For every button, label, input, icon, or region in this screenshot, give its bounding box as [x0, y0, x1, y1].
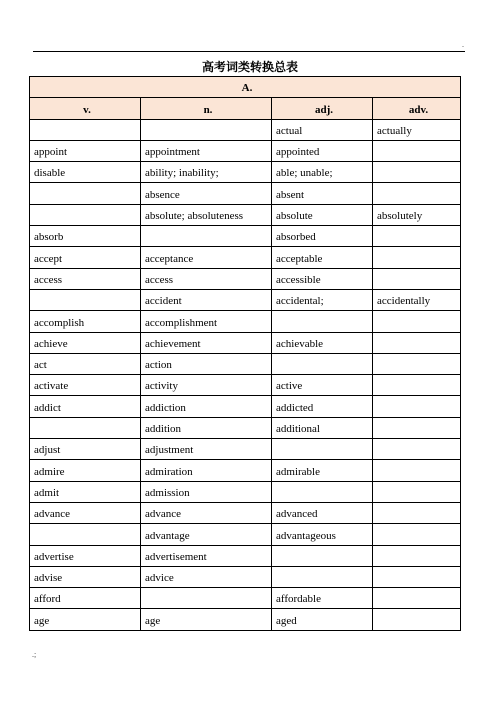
verb-cell: admire [30, 460, 141, 481]
adverb-cell [373, 502, 461, 523]
adjective-cell: accidental; [272, 289, 373, 310]
table-row [30, 609, 461, 630]
verb-cell: advertise [30, 545, 141, 566]
noun-cell: absolute; absoluteness [141, 204, 272, 225]
table-row [30, 524, 461, 545]
adjective-cell: actual [272, 119, 373, 140]
verb-cell: afford [30, 588, 141, 609]
adverb-cell [373, 417, 461, 438]
table-row [30, 140, 461, 161]
section-label: A. [30, 77, 461, 98]
table-row [30, 268, 461, 289]
verb-cell [30, 524, 141, 545]
adverb-cell [373, 524, 461, 545]
verb-cell: achieve [30, 332, 141, 353]
table-row [30, 566, 461, 587]
noun-cell: accomplishment [141, 311, 272, 332]
noun-cell: acceptance [141, 247, 272, 268]
adverb-cell: accidentally [373, 289, 461, 310]
table-row [30, 162, 461, 183]
adjective-cell: aged [272, 609, 373, 630]
verb-cell: advise [30, 566, 141, 587]
adjective-cell [272, 545, 373, 566]
verb-cell [30, 204, 141, 225]
section-row [30, 77, 461, 98]
noun-cell: action [141, 353, 272, 374]
adverb-cell [373, 460, 461, 481]
noun-cell: admission [141, 481, 272, 502]
adjective-cell: active [272, 375, 373, 396]
table-row [30, 481, 461, 502]
table-row [30, 460, 461, 481]
verb-cell: access [30, 268, 141, 289]
verb-cell: act [30, 353, 141, 374]
noun-cell: absence [141, 183, 272, 204]
noun-cell: achievement [141, 332, 272, 353]
noun-cell: ability; inability; [141, 162, 272, 183]
table-row [30, 226, 461, 247]
corner-mark-bottom: .; [32, 650, 37, 659]
adverb-cell [373, 226, 461, 247]
verb-cell: appoint [30, 140, 141, 161]
adverb-cell [373, 247, 461, 268]
adjective-cell: appointed [272, 140, 373, 161]
adjective-cell: absent [272, 183, 373, 204]
adjective-cell: advantageous [272, 524, 373, 545]
adverb-cell [373, 588, 461, 609]
adverb-cell [373, 566, 461, 587]
noun-cell: adjustment [141, 439, 272, 460]
verb-cell [30, 183, 141, 204]
table-row [30, 311, 461, 332]
table-row [30, 332, 461, 353]
table-row [30, 588, 461, 609]
noun-cell: activity [141, 375, 272, 396]
corner-mark-top: . [462, 40, 464, 49]
noun-cell: age [141, 609, 272, 630]
header-adverb: adv. [373, 98, 461, 119]
noun-cell: admiration [141, 460, 272, 481]
adjective-cell: absolute [272, 204, 373, 225]
adjective-cell: accessible [272, 268, 373, 289]
table-row [30, 247, 461, 268]
table-row [30, 353, 461, 374]
adjective-cell: acceptable [272, 247, 373, 268]
table-row [30, 396, 461, 417]
verb-cell: admit [30, 481, 141, 502]
table-row [30, 204, 461, 225]
adverb-cell [373, 439, 461, 460]
noun-cell: appointment [141, 140, 272, 161]
adjective-cell: additional [272, 417, 373, 438]
adjective-cell [272, 566, 373, 587]
adverb-cell [373, 396, 461, 417]
adverb-cell [373, 162, 461, 183]
noun-cell: addiction [141, 396, 272, 417]
verb-cell: adjust [30, 439, 141, 460]
document-title: 高考词类转换总表 [201, 60, 298, 74]
noun-cell [141, 119, 272, 140]
table-row [30, 375, 461, 396]
noun-cell: advertisement [141, 545, 272, 566]
adverb-cell [373, 311, 461, 332]
adverb-cell [373, 183, 461, 204]
verb-cell: absorb [30, 226, 141, 247]
header-rule [33, 51, 465, 52]
verb-cell [30, 417, 141, 438]
noun-cell [141, 588, 272, 609]
adverb-cell [373, 353, 461, 374]
adverb-cell [373, 140, 461, 161]
header-noun: n. [141, 98, 272, 119]
table-row [30, 183, 461, 204]
table-row [30, 439, 461, 460]
noun-cell: access [141, 268, 272, 289]
column-header-row [30, 98, 461, 119]
adverb-cell [373, 609, 461, 630]
word-conversion-table [29, 76, 461, 631]
verb-cell: advance [30, 502, 141, 523]
table-row [30, 502, 461, 523]
adjective-cell: advanced [272, 502, 373, 523]
table-row [30, 417, 461, 438]
adjective-cell [272, 353, 373, 374]
adverb-cell [373, 332, 461, 353]
verb-cell: age [30, 609, 141, 630]
verb-cell: disable [30, 162, 141, 183]
adverb-cell [373, 375, 461, 396]
header-adjective: adj. [272, 98, 373, 119]
adjective-cell [272, 439, 373, 460]
table-row [30, 545, 461, 566]
verb-cell: addict [30, 396, 141, 417]
adverb-cell [373, 268, 461, 289]
adjective-cell: achievable [272, 332, 373, 353]
adjective-cell: admirable [272, 460, 373, 481]
noun-cell [141, 226, 272, 247]
adjective-cell [272, 311, 373, 332]
noun-cell: addition [141, 417, 272, 438]
adverb-cell [373, 481, 461, 502]
verb-cell: accept [30, 247, 141, 268]
adjective-cell: able; unable; [272, 162, 373, 183]
adverb-cell [373, 545, 461, 566]
verb-cell [30, 289, 141, 310]
header-verb: v. [30, 98, 141, 119]
verb-cell: activate [30, 375, 141, 396]
noun-cell: advantage [141, 524, 272, 545]
noun-cell: advice [141, 566, 272, 587]
adjective-cell: addicted [272, 396, 373, 417]
verb-cell [30, 119, 141, 140]
noun-cell: accident [141, 289, 272, 310]
adjective-cell [272, 481, 373, 502]
adverb-cell: actually [373, 119, 461, 140]
table-row [30, 119, 461, 140]
adjective-cell: absorbed [272, 226, 373, 247]
noun-cell: advance [141, 502, 272, 523]
adjective-cell: affordable [272, 588, 373, 609]
table-row [30, 289, 461, 310]
verb-cell: accomplish [30, 311, 141, 332]
adverb-cell: absolutely [373, 204, 461, 225]
